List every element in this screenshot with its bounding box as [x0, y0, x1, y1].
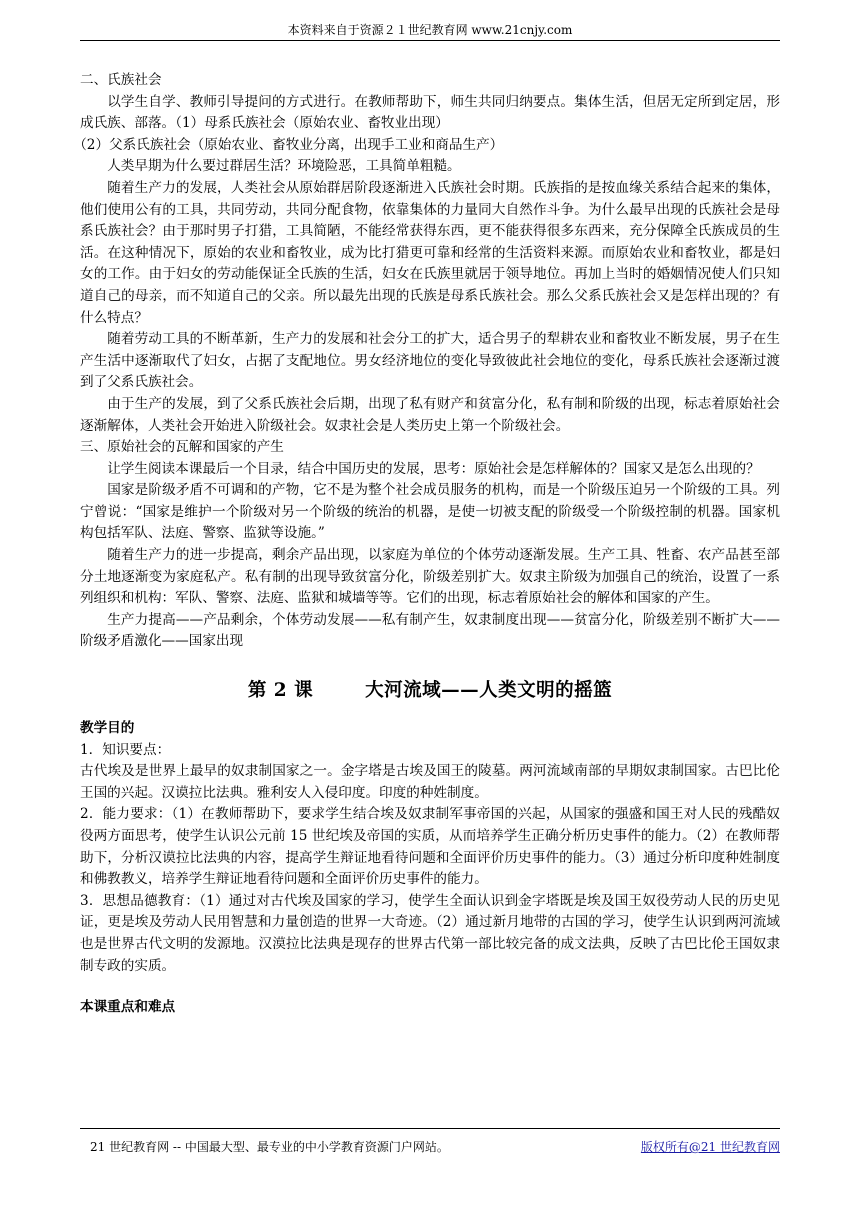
page-footer — [80, 1128, 780, 1155]
objective-item: 2．能力要求：（1）在教师帮助下，要求学生结合埃及奴隶制军事帝国的兴起，从国家的强盛和国王对人民的残酷奴役两方面思考，使学生认识公元前 15 世纪埃及帝国的实质，从而培养学生正确分析历史事件的能力。（2）在教师帮助下，分析汉谟拉比法典的内容，提高学生辩证地看待问题和全面评价历史事件的能力。（3）通过分析印度种姓制度和佛教教义，培养学生辩证地看待问题和全面评价历史事件的能力。 — [80, 806, 780, 888]
document-body — [73, 70, 780, 1019]
objective-item: 古代埃及是世界上最早的奴隶制国家之一。金字塔是古埃及国王的陵墓。两河流域南部的早期奴隶制国家。古巴比伦王国的兴起。汉谟拉比法典。雅利安人入侵印度。印度的种姓制度。 — [80, 763, 780, 801]
footer-text: 21 世纪教育网 -- 中国最大型、最专业的中小学教育资源门户网站。 — [90, 1140, 449, 1154]
paragraph: 让学生阅读本课最后一个目录，结合中国历史的发展，思考：原始社会是怎样解体的？国家又是怎么出现的？ — [107, 460, 760, 477]
paragraph: 生产力提高——产品剩余，个体劳动发展——私有制产生，奴隶制度出现——贫富分化，阶级差别不断扩大——阶级矛盾激化——国家出现 — [80, 611, 780, 650]
objectives-heading: 教学目的 — [80, 720, 135, 737]
paragraph: （2）父系氏族社会（原始农业、畜牧业分离，出现手工业和商品生产） — [73, 136, 504, 153]
paragraph: 随着劳动工具的不断革新，生产力的发展和社会分工的扩大，适合男子的犁耕农业和畜牧业不断发展，男子在生产生活中逐渐取代了妇女，占据了支配地位。男女经济地位的变化导致彼此社会地位的变化，母系氏族社会逐渐过渡到了父系氏族社会。 — [80, 331, 780, 391]
paragraph: 以学生自学、教师引导提问的方式进行。在教师帮助下，师生共同归纳要点。集体生活，但居无定所到定居，形成氏族、部落。（1）母系氏族社会（原始农业、畜牧业出现） — [80, 93, 780, 132]
spacer — [80, 977, 780, 997]
section-heading: 三、原始社会的瓦解和国家的产生 — [80, 439, 284, 456]
objective-item: 3．思想品德教育：（1）通过对古代埃及国家的学习，使学生全面认识到金字塔既是埃及国王奴役劳动人民的历史见证，更是埃及劳动人民用智慧和力量创造的世界一大奇迹。（2）通过新月地带的古国的学习，使学生认识到两河流域也是世界古代文明的发源地。汉漠拉比法典是现存的世界古代第一部比较完备的成文法典，反映了古巴比伦王国奴隶制专政的实质。 — [80, 892, 780, 974]
paragraph: 随着生产力的进一步提高，剩余产品出现，以家庭为单位的个体劳动逐渐发展。生产工具、牲畜、农产品甚至部分土地逐渐变为家庭私产。私有制的出现导致贫富分化，阶级差别扩大。奴隶主阶级为加强自己的统治，设置了一系列组织和机构：军队、警察、法庭、监狱和城墙等等。它们的出现，标志着原始社会的解体和国家的产生。 — [80, 547, 780, 607]
paragraph: 国家是阶级矛盾不可调和的产物，它不是为整个社会成员服务的机构，而是一个阶级压迫另一个阶级的工具。列宁曾说：“国家是维护一个阶级对另一个阶级的统治的机器，是使一切被支配的阶级受一个阶级控制的机器。国家机构包括军队、法庭、警察、监狱等设施。” — [80, 482, 780, 542]
page-header — [80, 22, 780, 41]
section-heading: 二、氏族社会 — [80, 72, 162, 88]
keypoints-heading: 本课重点和难点 — [80, 999, 176, 1016]
paragraph: 随着生产力的发展，人类社会从原始群居阶段逐渐进入氏族社会时期。氏族指的是按血缘关系结合起来的集体，他们使用公有的工具，共同劳动，共同分配食物，依靠集体的力量同大自然作斗争。为什么最早出现的氏族社会是母系氏族社会？由于那时男子打猎，工具简陋，不能经常获得东西，更不能获得很多东西来，充分保障全氏族成员的生活。在这种情况下，原始的农业和畜牧业，成为比打猎更可靠和经常的生活资料来源。而原始农业和畜牧业，都是妇女的工作。由于妇女的劳动能保证全氏族的生活，妇女在氏族里就居于领导地位。再加上当时的婚姻情况使人们只知道自己的母亲，而不知道自己的父亲。所以最先出现的氏族是母系氏族社会。那么父系氏族社会又是怎样出现的？有什么特点？ — [80, 179, 780, 326]
objective-item: 1．知识要点： — [80, 741, 171, 758]
paragraph: 由于生产的发展，到了父系氏族社会后期，出现了私有财产和贫富分化，私有制和阶级的出现，标志着原始社会逐渐解体，人类社会开始进入阶级社会。奴隶社会是人类历史上第一个阶级社会。 — [80, 395, 780, 434]
header-text: 本资料来自于资源２１世纪教育网 www.21cnjy.com — [287, 23, 573, 37]
paragraph: 人类早期为什么要过群居生活？环境险恶，工具简单粗糙。 — [107, 158, 461, 175]
lesson-name: 大河流域——人类文明的摇篮 — [365, 680, 613, 702]
copyright-link[interactable]: 版权所有@21 世纪教育网 — [640, 1140, 780, 1154]
lesson-title — [80, 678, 780, 704]
lesson-number: 第 2 课 — [247, 680, 314, 702]
